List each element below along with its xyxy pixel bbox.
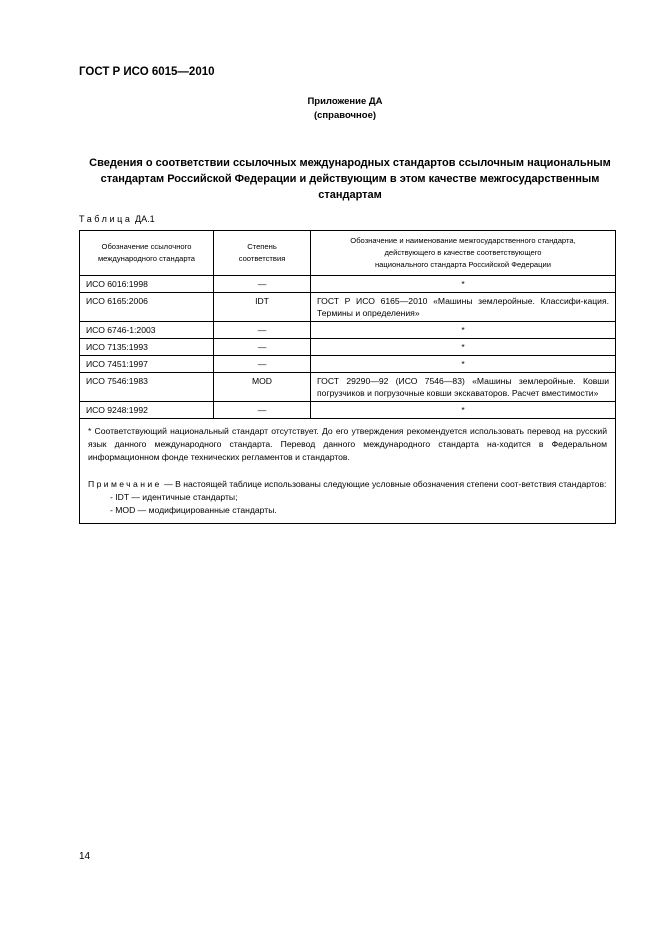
appendix-title: Приложение ДА: [307, 96, 383, 107]
cell-degree: —: [214, 402, 311, 419]
header-degree: Степень соответствия: [214, 231, 311, 276]
note-text: — В настоящей таблице использованы следующие условные обозначения степени соот-ветствия стандартов:: [161, 479, 607, 489]
correspondence-table: [79, 230, 616, 524]
appendix-subtitle: (справочное): [313, 110, 377, 121]
note-item: - MOD — модифицированные стандарты.: [110, 505, 277, 515]
table-row: [80, 373, 616, 402]
table-row: [80, 293, 616, 322]
cell-degree: —: [214, 339, 311, 356]
cell-ref: ИСО 9248:1992: [80, 402, 214, 419]
cell-ref: ИСО 7135:1993: [80, 339, 214, 356]
cell-standard: *: [311, 276, 616, 293]
cell-degree: —: [214, 276, 311, 293]
table-row: [80, 402, 616, 419]
cell-standard: ГОСТ 29290—92 (ИСО 7546—83) «Машины землеройные. Ковши погрузчиков и погрузочные ковши экскаваторов. Расчет вместимости»: [311, 373, 616, 402]
note-item: - IDT — идентичные стандарты;: [110, 492, 238, 502]
cell-standard: *: [311, 356, 616, 373]
page-number: 14: [79, 851, 91, 862]
cell-degree: MOD: [214, 373, 311, 402]
table-notes-row: [80, 419, 616, 524]
cell-standard: ГОСТ Р ИСО 6165—2010 «Машины землеройные. Классифи-кация. Термины и определения»: [311, 293, 616, 322]
table-row: [80, 276, 616, 293]
cell-ref: ИСО 6165:2006: [80, 293, 214, 322]
table-row: [80, 356, 616, 373]
footnote: * Соответствующий национальный стандарт отсутствует. До его утверждения рекомендуется использовать перевод на русский язык данного международного стандарта. Перевод данного международного стандарта на-ходится в Федеральном информационном фонде технических регламентов и стандартов.: [88, 426, 607, 462]
table-caption: [79, 214, 155, 224]
cell-ref: ИСО 7451:1997: [80, 356, 214, 373]
table-row: [80, 322, 616, 339]
section-title-line: стандартам Российской Федерации и действующим в этом качестве межгосударственным: [100, 173, 600, 185]
section-title: [70, 155, 630, 203]
table-caption-number: ДА.1: [135, 214, 155, 224]
table-row: [80, 339, 616, 356]
document-code: ГОСТ Р ИСО 6015—2010: [79, 66, 215, 78]
header-national-standard: Обозначение и наименование межгосударственного стандарта, действующего в качестве соответствующего национального стандарта Российской Федерации: [311, 231, 616, 276]
table-notes: [80, 419, 616, 524]
cell-ref: ИСО 7546:1983: [80, 373, 214, 402]
cell-ref: ИСО 6746-1:2003: [80, 322, 214, 339]
section-title-line: стандартам: [318, 189, 382, 201]
table-header-row: [80, 231, 616, 276]
note: [88, 478, 607, 491]
cell-degree: IDT: [214, 293, 311, 322]
header-ref-standard: Обозначение ссылочного международного стандарта: [80, 231, 214, 276]
cell-standard: *: [311, 322, 616, 339]
table-caption-word: Таблица: [79, 214, 133, 224]
cell-standard: *: [311, 402, 616, 419]
note-word: Примечание: [88, 479, 162, 489]
cell-degree: —: [214, 356, 311, 373]
appendix-heading: [240, 95, 450, 123]
cell-degree: —: [214, 322, 311, 339]
section-title-line: Сведения о соответствии ссылочных международных стандартов ссылочным национальным: [89, 157, 611, 169]
cell-ref: ИСО 6016:1998: [80, 276, 214, 293]
cell-standard: *: [311, 339, 616, 356]
